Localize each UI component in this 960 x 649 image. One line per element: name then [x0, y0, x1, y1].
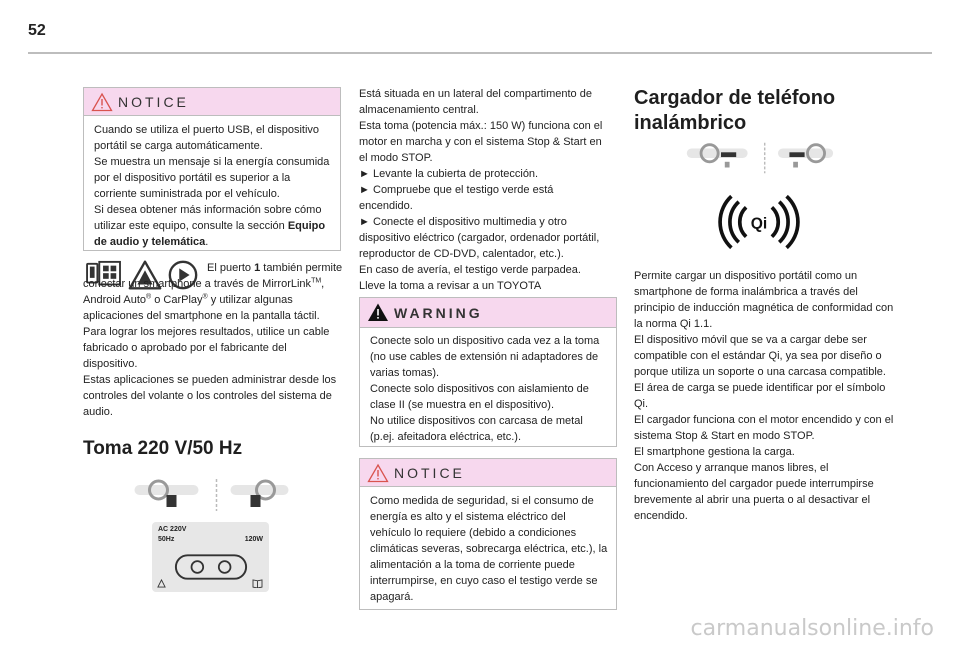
car-location-icon [123, 475, 298, 515]
step-item: ► Conecte el dispositivo multimedia y otro dispositivo eléctrico (cargador, ordenador portátil, reproductor de CD-DVD, calentador, etc.). [359, 216, 600, 260]
notice-body [84, 116, 340, 256]
notice-box-header [84, 88, 340, 116]
watermark: carmanualsonline.info [690, 616, 934, 641]
audio-section-ref: Equipo de audio y telemática [94, 220, 326, 248]
notice-title: NOTICE [394, 464, 465, 481]
notice-paragraph: Se muestra un mensaje si la energía consumida por el dispositivo portátil es superior a la corriente suministrada por el vehículo. [94, 156, 330, 200]
socket-panel [152, 522, 269, 592]
warning-box-header [360, 298, 616, 328]
top-rule [28, 52, 932, 54]
wireless-heading: Cargador de teléfono inalámbrico [634, 87, 836, 134]
notice-box-header [360, 459, 616, 487]
socket-label-ac: AC 220V [158, 526, 187, 533]
warning-body: Conecte solo un dispositivo cada vez a la toma (no use cables de extensión ni adaptadores de varias tomas). Conecte solo dispositivos con aislamiento de clase II (se muestra en el dispositivo). No utilice dispositivos con carcasa de metal (p.ej. afeitadora eléctrica, etc.). [370, 335, 600, 443]
warning-small-icon [157, 579, 166, 588]
notice-paragraph: Cuando se utiliza el puerto USB, el dispositivo portátil se carga automáticamente. [94, 124, 320, 152]
notice-box [83, 87, 341, 251]
socket-label-hz: 50Hz [158, 536, 175, 543]
page-number: 52 [28, 22, 46, 39]
mirror-paragraph: también permite conectar un smartphone a través de MirrorLink™, Android Auto® o CarPlay® y utilizar algunas aplicaciones del smartphone en la pantalla táctil. Para lograr los mejores resultados, utilice un cable fabricado o aprobado por el fabricante del dispositivo. Estas aplicaciones se pueden administrar desde los controles del volante o los controles del sistema de audio. [83, 262, 343, 418]
warning-box [359, 297, 617, 447]
qi-label: Qi [750, 215, 768, 233]
wireless-description: Permite cargar un dispositivo portátil como un smartphone de forma inalámbrica a través del principio de inducción magnética de conformidad con la norma Qi 1.1. El dispositivo móvil que se va a cargar debe ser compatible con el estándar Qi, ya sea por diseño o porque utiliza un soporte o una carcasa compatible. El área de carga se puede identificar por el símbolo Qi. El cargador funciona con el motor encendido y con el sistema Stop & Start en modo STOP. El smartphone gestiona la carga. Con Acceso y arranque manos libres, el funcionamiento del cargador puede interrumpirse brevemente al abrir una puerta o al desactivar el encendido. [634, 270, 894, 522]
warning-title: WARNING [394, 304, 483, 321]
socket-heading: Toma 220 V/50 Hz [83, 438, 243, 459]
mirror-paragraph-1a: El puerto 1 [207, 262, 261, 274]
socket-outlet-icon [172, 552, 250, 582]
car-location-icon [674, 139, 844, 177]
step-item: ► Compruebe que el testigo verde está encendido. [359, 184, 554, 212]
notice-paragraph: Si desea obtener más información sobre cómo utilizar este equipo, consulte la sección Equipo de audio y telemática. [94, 204, 326, 248]
step-item: ► Levante la cubierta de protección. [359, 168, 539, 180]
qi-wireless-icon [713, 194, 805, 250]
notice-body: Como medida de seguridad, si el consumo de energía es alto y el sistema eléctrico del vehículo lo requiere (debido a condiciones climáticas severas, sobrecarga eléctrica, etc.), la alimentación a la toma de corriente puede interrumpirse, en cuyo caso el testigo verde se apagará. [370, 495, 608, 603]
socket-label-w: 120W [244, 536, 263, 543]
port-number: 1 [254, 262, 261, 274]
warning-triangle-icon [91, 92, 113, 112]
warning-triangle-icon [367, 302, 389, 322]
socket-description: Está situada en un lateral del compartimento de almacenamiento central. Esta toma (potencia máx.: 150 W) funciona con el motor en marcha y con el sistema Stop & Start en el modo STOP. ► Levante la cubierta de protección. ► Compruebe que el testigo verde está encendido. ► Conecte el dispositivo multimedia y otro dispositivo eléctrico (cargador, ordenador portátil, reproductor de CD-DVD, calentador, etc.). En caso de avería, el testigo verde parpadea. Lleve la toma a revisar a un TOYOTA [359, 86, 609, 310]
notice-box [359, 458, 617, 610]
manual-book-icon [252, 579, 263, 588]
warning-triangle-icon [367, 463, 389, 483]
notice-title: NOTICE [118, 93, 189, 110]
